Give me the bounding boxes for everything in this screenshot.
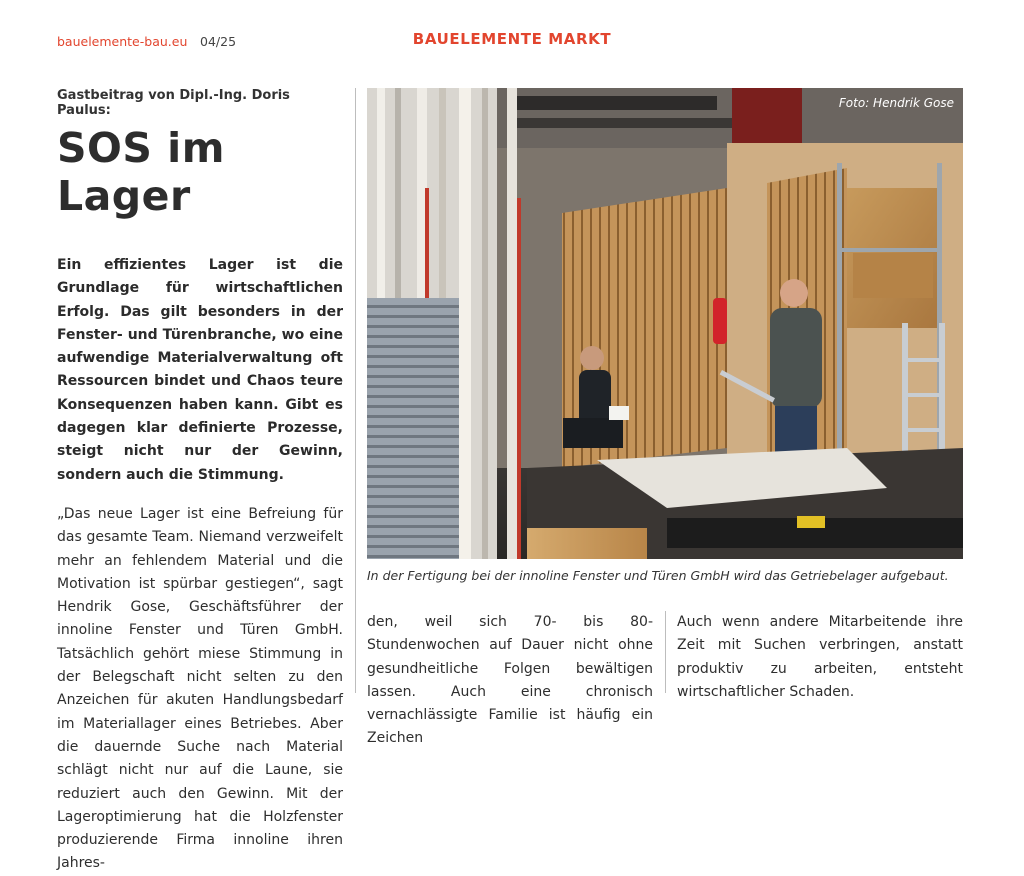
article-body-column-1: „Das neue Lager ist eine Befreiung für das gesamte Team. Niemand verzweifelt mehr an fehlendem Material und die Motivation ist spürbar gestiegen“, sagt Hendrik Gose, Geschäftsführer der innoline Fenster und Türen GmbH. Tatsächlich gehört miese Stimmung in der Belegschaft nicht selten zu den Anzeichen für akuten Handlungsbedarf im Materiallager eines Betriebes. Aber die dauernde Suche nach Material schlägt nicht nur auf die Laune, sie reduziert auch den Gewinn. Mit der Lageroptimierung hat die Holzfenster produzierende Firma innoline ihren Jahres- [57, 505, 343, 872]
article-title: SOS im Lager [57, 124, 225, 220]
section-title: BAUELEMENTE MARKT [412, 30, 612, 48]
workshop-photo-illustration [367, 88, 963, 559]
photo-caption: In der Fertigung bei der innoline Fenster und Türen GmbH wird das Getriebelager aufgebaut. [367, 568, 949, 583]
article-kicker: Gastbeitrag von Dipl.-Ing. Doris Paulus: [57, 88, 290, 118]
article-photo [367, 88, 963, 559]
issue-number: 04/25 [200, 34, 237, 49]
article-lead: Ein effizientes Lager ist die Grundlage für wirtschaftlichen Erfolg. Das gilt besonders in der Fenster- und Türenbranche, wo eine aufwendige Materialverwaltung oft Ressourcen bindet und Chaos teure Konsequenzen haben kann. Gibt es dagegen klar definierte Prozesse, steigt nicht nur der Gewinn, sondern auch die Stimmung. [57, 257, 343, 483]
article-left-column [57, 88, 343, 876]
photo-credit: Foto: Hendrik Gose [838, 96, 954, 110]
website-url: bauelemente-bau.eu [57, 34, 188, 49]
article-body-column-3: Auch wenn andere Mitarbeitende ihre Zeit mit Suchen verbringen, anstatt produktiv zu arbeiten, entsteht wirtschaftlicher Schaden. [677, 614, 963, 700]
column-divider [665, 611, 666, 693]
article-body-column-2: den, weil sich 70- bis 80-Stundenwochen auf Dauer nicht ohne gesundheitliche Folgen bewältigen lassen. Auch eine chronisch vernachlässigte Familie ist häufig ein Zeichen [367, 614, 653, 747]
column-divider [355, 88, 356, 693]
